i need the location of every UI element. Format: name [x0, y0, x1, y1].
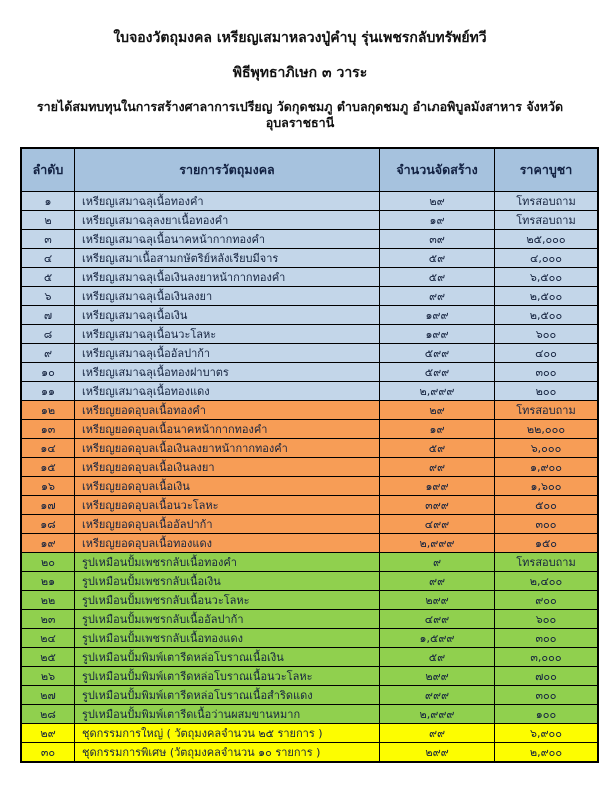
quantity-made: ๒๙๙ — [380, 667, 495, 686]
table-row — [21, 268, 598, 287]
item-name: เหรียญเสมาฉลุเนื้อเงินลงยา — [75, 287, 380, 306]
row-number: ๒ — [21, 211, 75, 230]
price: ๖๐๐ — [495, 325, 599, 344]
item-name: รูปเหมือนปั้มพิมพ์เตารีดเนื้อว่านผสมขานหมาก — [75, 705, 380, 724]
quantity-made: ๑,๕๙๙ — [380, 629, 495, 648]
item-name: รูปเหมือนปั้มเพชรกลับเนื้ออัลปาก้า — [75, 610, 380, 629]
row-number: ๒๔ — [21, 629, 75, 648]
price: ๒,๕๐๐ — [495, 287, 599, 306]
quantity-made: ๒,๙๙๙ — [380, 705, 495, 724]
fund-purpose-line: รายได้สมทบทุนในการสร้างศาลาการเปรียญ วัดกุดชมภู ตำบลกุดชมภู อำเภอพิบูลมังสาหาร จังหวัดอุบลราชธานี — [36, 99, 564, 130]
quantity-made: ๒๙ — [380, 401, 495, 420]
quantity-made: ๓๙ — [380, 230, 495, 249]
table-row — [21, 287, 598, 306]
item-name: รูปเหมือนปั้มพิมพ์เตารีดหล่อโบราณเนื้อเงิน — [75, 648, 380, 667]
quantity-made: ๑๙ — [380, 211, 495, 230]
item-name: เหรียญเสมาฉลุลงยาเนื้อทองคำ — [75, 211, 380, 230]
row-number: ๒๘ — [21, 705, 75, 724]
row-number: ๑๔ — [21, 439, 75, 458]
price: ๓๐๐ — [495, 363, 599, 382]
table-row — [21, 420, 598, 439]
quantity-made: ๔๙๙ — [380, 515, 495, 534]
amulet-order-table — [20, 147, 599, 763]
quantity-made: ๑๙๙ — [380, 477, 495, 496]
price: โทรสอบถาม — [495, 401, 599, 420]
item-name: เหรียญยอดอุบลเนื้อนาคหน้ากากทองคำ — [75, 420, 380, 439]
row-number: ๓๐ — [21, 743, 75, 763]
quantity-made: ๕๙ — [380, 648, 495, 667]
price: ๒๕,๐๐๐ — [495, 230, 599, 249]
table-row — [21, 439, 598, 458]
table-body — [21, 192, 598, 763]
item-name: เหรียญยอดอุบลเนื้อทองคำ — [75, 401, 380, 420]
table-row — [21, 629, 598, 648]
column-header-price: ราคาบูชา — [495, 148, 599, 192]
row-number: ๘ — [21, 325, 75, 344]
price: ๓๐๐ — [495, 629, 599, 648]
row-number: ๒๑ — [21, 572, 75, 591]
price: ๑,๖๐๐ — [495, 477, 599, 496]
row-number: ๑ — [21, 192, 75, 211]
price: ๗๐๐ — [495, 667, 599, 686]
table-row — [21, 477, 598, 496]
row-number: ๑๘ — [21, 515, 75, 534]
price: ๒,๙๐๐ — [495, 743, 599, 763]
table-row — [21, 743, 598, 763]
item-name: ชุดกรรมการพิเศษ (วัตถุมงคลจำนวน ๑๐ รายการ ) — [75, 743, 380, 763]
price: ๔๐๐ — [495, 344, 599, 363]
table-row — [21, 553, 598, 572]
table-row — [21, 211, 598, 230]
item-name: รูปเหมือนปั้มเพชรกลับเนื้อทองคำ — [75, 553, 380, 572]
quantity-made: ๒๙๙ — [380, 743, 495, 763]
row-number: ๑๐ — [21, 363, 75, 382]
price: ๖,๐๐๐ — [495, 439, 599, 458]
table-row — [21, 344, 598, 363]
item-name: เหรียญเสมาฉลุเนื้อทองคำ — [75, 192, 380, 211]
row-number: ๑๗ — [21, 496, 75, 515]
table-row — [21, 610, 598, 629]
row-number: ๒๒ — [21, 591, 75, 610]
row-number: ๒๗ — [21, 686, 75, 705]
row-number: ๒๓ — [21, 610, 75, 629]
row-number: ๒๙ — [21, 724, 75, 743]
table-header — [21, 148, 598, 192]
price: ๒,๕๐๐ — [495, 306, 599, 325]
item-name: ชุดกรรมการใหญ่ ( วัตถุมงคลจำนวน ๒๕ รายการ ) — [75, 724, 380, 743]
item-name: เหรียญยอดอุบลเนื้อเงินลงยาหน้ากากทองคำ — [75, 439, 380, 458]
quantity-made: ๙ — [380, 553, 495, 572]
table-row — [21, 591, 598, 610]
quantity-made: ๑๙๙ — [380, 325, 495, 344]
item-name: รูปเหมือนปั้มพิมพ์เตารีดหล่อโบราณเนื้อนวะโลหะ — [75, 667, 380, 686]
quantity-made: ๒,๙๙๙ — [380, 534, 495, 553]
row-number: ๑๕ — [21, 458, 75, 477]
ceremony-subtitle: พิธีพุทธาภิเษก ๓ วาระ — [232, 64, 368, 81]
table-row — [21, 534, 598, 553]
table-row — [21, 667, 598, 686]
quantity-made: ๕๙ — [380, 439, 495, 458]
table-row — [21, 401, 598, 420]
item-name: รูปเหมือนปั้มเพชรกลับเนื้อทองแดง — [75, 629, 380, 648]
quantity-made: ๑๙ — [380, 420, 495, 439]
column-header-number: ลำดับ — [21, 148, 75, 192]
quantity-made: ๔๙๙ — [380, 610, 495, 629]
row-number: ๑๙ — [21, 534, 75, 553]
item-name: เหรียญยอดอุบลเนื้อเงินลงยา — [75, 458, 380, 477]
table-row — [21, 306, 598, 325]
row-number: ๑๓ — [21, 420, 75, 439]
table-row — [21, 572, 598, 591]
table-row — [21, 724, 598, 743]
quantity-made: ๒,๙๙๙ — [380, 382, 495, 401]
item-name: เหรียญเสมาฉลุเนื้อเงินลงยาหน้ากากทองคำ — [75, 268, 380, 287]
item-name: เหรียญยอดอุบลเนื้อทองแดง — [75, 534, 380, 553]
quantity-made: ๙๙๙ — [380, 686, 495, 705]
document-header — [0, 0, 600, 130]
row-number: ๑๑ — [21, 382, 75, 401]
item-name: เหรียญยอดอุบลเนื้อเงิน — [75, 477, 380, 496]
row-number: ๒๕ — [21, 648, 75, 667]
item-name: เหรียญเสมาฉลุเนื้ออัลปาก้า — [75, 344, 380, 363]
price: ๓,๐๐๐ — [495, 648, 599, 667]
table-row — [21, 705, 598, 724]
price: ๓๐๐ — [495, 515, 599, 534]
quantity-made: ๕๙ — [380, 268, 495, 287]
column-header-item: รายการวัตถุมงคล — [75, 148, 380, 192]
item-name: เหรียญเสมาฉลุเนื้อนวะโลหะ — [75, 325, 380, 344]
item-name: เหรียญยอดอุบลเนื้อนวะโลหะ — [75, 496, 380, 515]
table-row — [21, 515, 598, 534]
item-name: รูปเหมือนปั้มเพชรกลับเนื้อเงิน — [75, 572, 380, 591]
item-name: เหรียญยอดอุบลเนื้ออัลปาก้า — [75, 515, 380, 534]
quantity-made: ๑๙๙ — [380, 306, 495, 325]
price: ๒,๔๐๐ — [495, 572, 599, 591]
document-title: ใบจองวัตถุมงคล เหรียญเสมาหลวงปู่คำบุ รุ่นเพชรกลับทรัพย์ทวี — [113, 30, 487, 46]
row-number: ๑๒ — [21, 401, 75, 420]
column-header-quantity: จำนวนจัดสร้าง — [380, 148, 495, 192]
quantity-made: ๙๙ — [380, 724, 495, 743]
table-row — [21, 325, 598, 344]
quantity-made: ๒๙๙ — [380, 591, 495, 610]
price: ๖,๕๐๐ — [495, 268, 599, 287]
row-number: ๕ — [21, 268, 75, 287]
table-row — [21, 496, 598, 515]
item-name: เหรียญเสมาฉลุเนื้อทองแดง — [75, 382, 380, 401]
price: ๖,๙๐๐ — [495, 724, 599, 743]
table-row — [21, 249, 598, 268]
price: ๑๐๐ — [495, 705, 599, 724]
price: ๑,๙๐๐ — [495, 458, 599, 477]
quantity-made: ๒๙ — [380, 192, 495, 211]
item-name: รูปเหมือนปั้มเพชรกลับเนื้อนวะโลหะ — [75, 591, 380, 610]
quantity-made: ๕๙ — [380, 249, 495, 268]
item-name: เหรียญเสมาฉลุเนื้อทองฝาบาตร — [75, 363, 380, 382]
price: ๙๐๐ — [495, 591, 599, 610]
price: ๔,๐๐๐ — [495, 249, 599, 268]
price: ๒๐๐ — [495, 382, 599, 401]
quantity-made: ๙๙ — [380, 458, 495, 477]
price: ๑๕๐ — [495, 534, 599, 553]
price: โทรสอบถาม — [495, 192, 599, 211]
row-number: ๓ — [21, 230, 75, 249]
item-name: เหรียญเสมาฉลุเนื้อนาคหน้ากากทองคำ — [75, 230, 380, 249]
row-number: ๒๖ — [21, 667, 75, 686]
item-name: เหรียญเสมาเนื้อสามกษัตริย์หลังเรียบมีจาร — [75, 249, 380, 268]
price: โทรสอบถาม — [495, 553, 599, 572]
quantity-made: ๓๙๙ — [380, 496, 495, 515]
row-number: ๙ — [21, 344, 75, 363]
quantity-made: ๙๙ — [380, 572, 495, 591]
row-number: ๖ — [21, 287, 75, 306]
table-row — [21, 382, 598, 401]
quantity-made: ๕๙๙ — [380, 344, 495, 363]
row-number: ๔ — [21, 249, 75, 268]
table-row — [21, 363, 598, 382]
table-row — [21, 648, 598, 667]
price: ๓๐๐ — [495, 686, 599, 705]
table-row — [21, 192, 598, 211]
table-row — [21, 230, 598, 249]
item-name: รูปเหมือนปั้มพิมพ์เตารีดหล่อโบราณเนื้อสำริดแดง — [75, 686, 380, 705]
table-header-row — [21, 148, 598, 192]
price: ๒๒,๐๐๐ — [495, 420, 599, 439]
row-number: ๑๖ — [21, 477, 75, 496]
price: โทรสอบถาม — [495, 211, 599, 230]
table-row — [21, 458, 598, 477]
table-row — [21, 686, 598, 705]
item-name: เหรียญเสมาฉลุเนื้อเงิน — [75, 306, 380, 325]
price: ๕๐๐ — [495, 496, 599, 515]
price: ๖๐๐ — [495, 610, 599, 629]
quantity-made: ๕๙๙ — [380, 363, 495, 382]
row-number: ๗ — [21, 306, 75, 325]
quantity-made: ๙๙ — [380, 287, 495, 306]
row-number: ๒๐ — [21, 553, 75, 572]
